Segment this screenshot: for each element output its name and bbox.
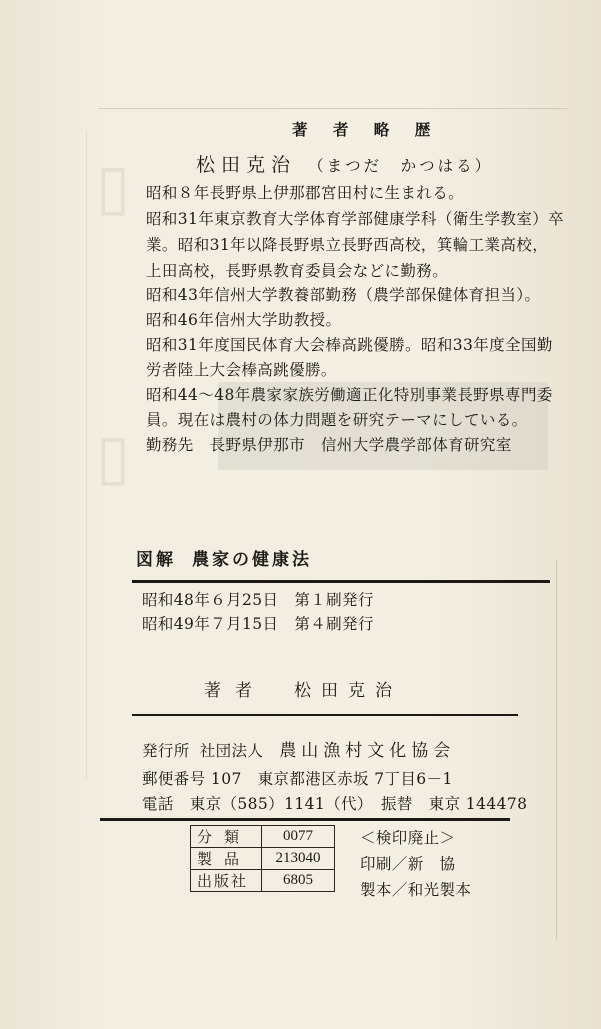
table-row	[191, 870, 335, 892]
colophon-author	[204, 676, 402, 701]
code-value: 6805	[262, 870, 335, 892]
book-title-label: 図解	[136, 550, 176, 570]
profile-author-name: 松田克治	[196, 154, 297, 176]
binder-line: 製本／和光製本	[360, 881, 472, 899]
profile-line: 勤務先 長野県伊那市 信州大学農学部体育研究室	[146, 436, 512, 454]
profile-line: 昭和43年信州大学教養部勤務（農学部保健体育担当）。	[146, 286, 541, 304]
code-label: 分類	[191, 826, 262, 848]
colophon-author-label: 著者	[204, 681, 266, 701]
profile-author-reading: （まつだ かつはる）	[308, 157, 494, 175]
profile-heading: 著 者 略 歴	[292, 120, 441, 139]
publisher-line	[142, 736, 455, 761]
show-through-glyph: ▯	[96, 150, 131, 223]
publisher-label: 発行所	[142, 742, 190, 760]
profile-line: 昭和31年度国民体育大会棒高跳優勝。昭和33年度全国勤	[146, 336, 553, 354]
profile-line: 員。現在は農村の体力問題を研究テーマにしている。	[146, 411, 528, 429]
edition-line: 昭和49年７月15日 第４刷発行	[142, 615, 374, 633]
profile-line: 昭和46年信州大学助教授。	[146, 311, 342, 329]
publisher-type: 社団法人	[199, 742, 264, 760]
title-rule	[132, 580, 550, 583]
code-label: 製品	[191, 848, 262, 870]
profile-author	[196, 150, 493, 177]
inspection-stamp-notice: ＜検印廃止＞	[360, 829, 456, 847]
code-label: 出版社	[191, 870, 262, 892]
show-through-line	[98, 108, 568, 109]
edition-line: 昭和48年６月25日 第１刷発行	[142, 591, 374, 609]
profile-line: 労者陸上大会棒高跳優勝。	[146, 361, 337, 379]
publisher-address: 郵便番号 107 東京都港区赤坂 7丁目6－1	[142, 770, 453, 788]
publisher-rule	[100, 818, 510, 821]
profile-line: 昭和44～48年農家家族労働適正化特別事業長野県専門委	[146, 386, 553, 404]
publisher-phone: 電話 東京（585）1141（代） 振替 東京 144478	[142, 795, 528, 813]
code-value: 0077	[262, 826, 335, 848]
book-title-text: 農家の健康法	[192, 550, 312, 570]
profile-line: 上田高校，長野県教育委員会などに勤務。	[146, 262, 449, 280]
colophon-author-name: 松田克治	[294, 681, 402, 701]
profile-line: 昭和８年長野県上伊那郡宮田村に生まれる。	[146, 184, 465, 202]
show-through-glyph: ▯	[96, 420, 131, 493]
code-table	[190, 825, 335, 892]
code-value: 213040	[262, 848, 335, 870]
publisher-name: 農山漁村文化協会	[279, 741, 456, 761]
table-row	[191, 826, 335, 848]
profile-line: 業。昭和31年以降長野県立長野西高校，箕輪工業高校，	[146, 236, 549, 254]
author-rule	[132, 714, 518, 716]
profile-line: 昭和31年東京教育大学体育学部健康学科（衛生学教室）卒	[146, 210, 565, 228]
table-row	[191, 848, 335, 870]
printer-line: 印刷／新 協	[360, 855, 456, 873]
show-through-line	[556, 560, 557, 940]
book-title	[136, 545, 312, 570]
